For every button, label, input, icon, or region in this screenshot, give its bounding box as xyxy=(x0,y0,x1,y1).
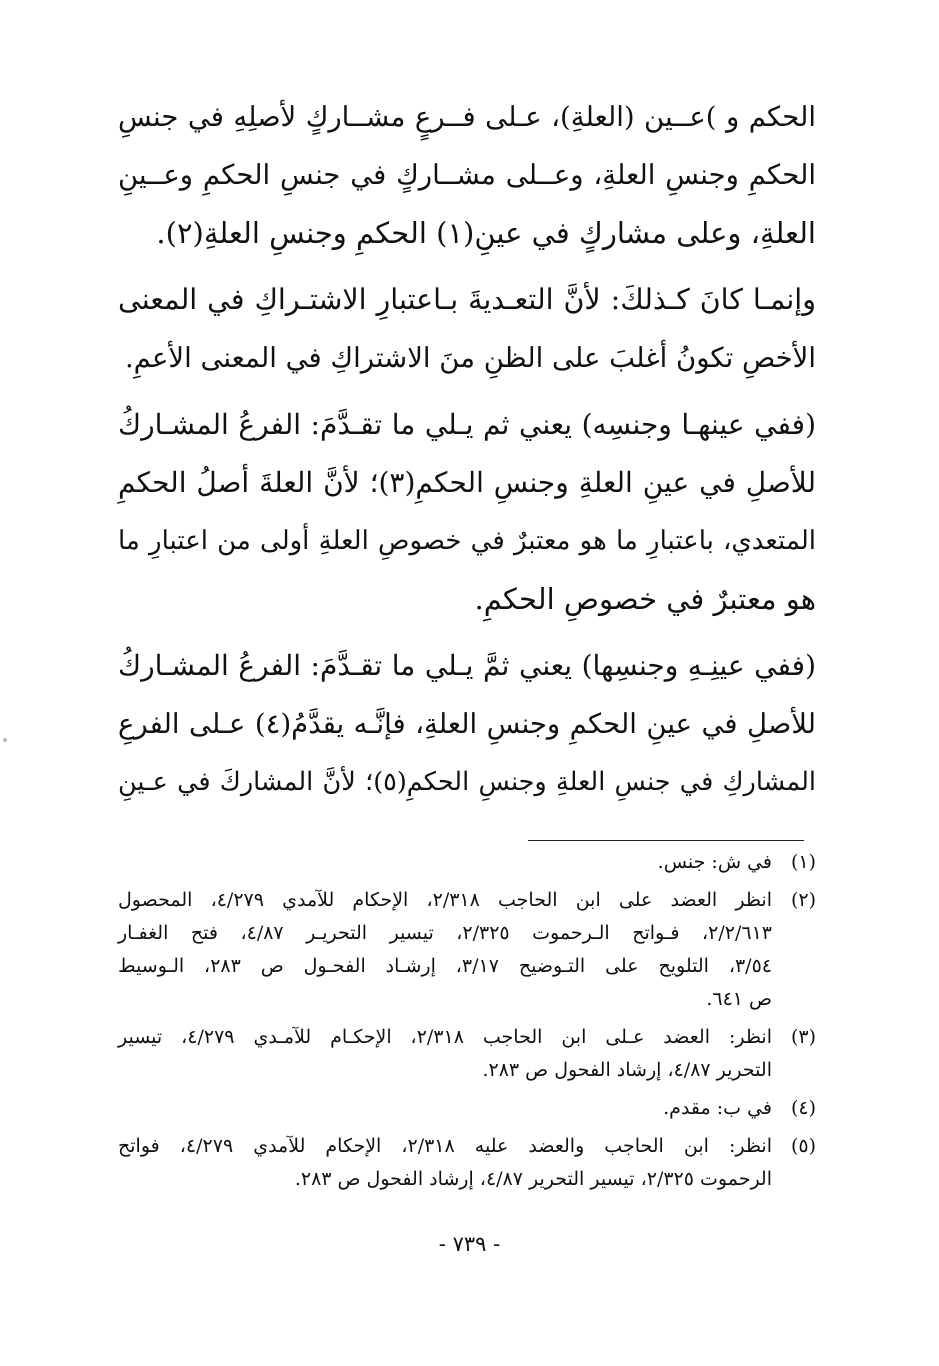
text-line: المشاركِ في جنسِ العلةِ وجنسِ الحكمِ(٥)؛ لأنَّ المشاركَ في عـينِ xyxy=(118,767,816,797)
footnote-body xyxy=(118,1021,772,1087)
scan-speck xyxy=(3,738,7,742)
footnote-number: (١) xyxy=(790,851,816,873)
footnote-line: ٢/٢/٦١٣، فـواتح الـرحموت ٢/٣٢٥، تيسير التحريـر ٤/٨٧، فتح الغفـار xyxy=(118,922,772,944)
footnote-2 xyxy=(118,884,816,1016)
text-line: (ففي عينِـهِ وجنسِها) يعني ثمَّ يـلي ما تقـدَّمَ: الفرعُ المشـاركُ xyxy=(118,649,816,682)
footnote-separator xyxy=(528,840,804,841)
footnote-number: (٣) xyxy=(790,1026,816,1048)
text-line: هو معتبرٌ في خصوصِ الحكمِ. xyxy=(474,582,816,616)
footnote-line: ص ٦٤١. xyxy=(706,988,772,1010)
paragraph-3 xyxy=(118,396,816,628)
text-line: للأصلِ في عينِ الحكمِ وجنسِ العلةِ، فإنَّـه يقدَّمُ(٤) عـلى الفرعِ xyxy=(118,708,816,740)
footnote-line: انظر: ابن الحاجب والعضد عليه ٢/٣١٨، الإحكام للآمدي ٤/٢٧٩، فواتح xyxy=(118,1135,772,1157)
text-line: للأصلِ في عينِ العلةِ وجنسِ الحكمِ(٣)؛ لأنَّ العلةَ أصلُ الحكمِ xyxy=(118,466,816,499)
footnote-line: انظر: العضد عـلى ابن الحاجب ٢/٣١٨، الإحكـام للآمـدي ٤/٢٧٩، تيسير xyxy=(118,1026,772,1048)
footnote-number: (٥) xyxy=(790,1135,816,1157)
text-line: الأخصِ تكونُ أغلبَ على الظنِ منَ الاشتراكِ في المعنى الأعمِ. xyxy=(124,342,816,374)
text-line: الحكم و )عــين (العلةِ)، عـلى فــرعٍ مشــاركٍ لأصلِهِ في جنسِ xyxy=(118,101,816,133)
page-number: - ٧٣٩ - xyxy=(438,1232,501,1256)
footnote-4 xyxy=(118,1092,816,1125)
paragraph-2 xyxy=(118,271,816,387)
paragraph-4 xyxy=(118,637,816,811)
text-line: (ففي عينهـا وجنسِه) يعني ثم يـلي ما تقـدَّمَ: الفرعُ المشـاركُ xyxy=(118,408,816,441)
text-line: الحكمِ وجنسِ العلةِ، وعــلى مشــاركٍ في جنسِ الحكمِ وعــينِ xyxy=(118,159,816,191)
footnotes xyxy=(118,846,816,1201)
footnote-5 xyxy=(118,1130,816,1196)
footnote-line: الرحموت ٢/٣٢٥، تيسير التحرير ٤/٨٧، إرشاد الفحول ص ٢٨٣. xyxy=(294,1168,772,1190)
text-line: العلةِ، وعلى مشاركٍ في عينِ(١) الحكمِ وجنسِ العلةِ(٢). xyxy=(156,216,816,250)
footnote-line: انظر العضد على ابن الحاجب ٢/٣١٨، الإحكام للآمدي ٤/٢٧٩، المحصول xyxy=(118,889,772,911)
footnote-line: في ب: مقدم. xyxy=(663,1097,772,1119)
footnote-line: ٣/٥٤، التلويح على التـوضيح ٣/١٧، إرشـاد الفحـول ص ٢٨٣، الـوسيط xyxy=(118,955,772,977)
paragraph-1 xyxy=(118,88,816,262)
text-line: وإنمـا كانَ كـذلكَ: لأنَّ التعـديةَ بـاعتبارِ الاشتـراكِ في المعنى xyxy=(118,283,816,316)
footnote-number: (٤) xyxy=(790,1097,816,1119)
footnote-3 xyxy=(118,1021,816,1087)
footnote-body xyxy=(118,884,772,1016)
text-line: المتعدي، باعتبارِ ما هو معتبرٌ في خصوصِ العلةِ أولى من اعتبارِ ما xyxy=(118,526,816,556)
footnote-body xyxy=(118,1130,772,1196)
footnote-line: في ش: جنس. xyxy=(657,851,772,873)
footnote-line: التحرير ٤/٨٧، إرشاد الفحول ص ٢٨٣. xyxy=(482,1059,772,1081)
footnote-body xyxy=(118,1092,772,1125)
footnote-number: (٢) xyxy=(790,889,816,911)
main-text xyxy=(118,88,816,820)
footnote-1 xyxy=(118,846,816,879)
footnote-body xyxy=(118,846,772,879)
